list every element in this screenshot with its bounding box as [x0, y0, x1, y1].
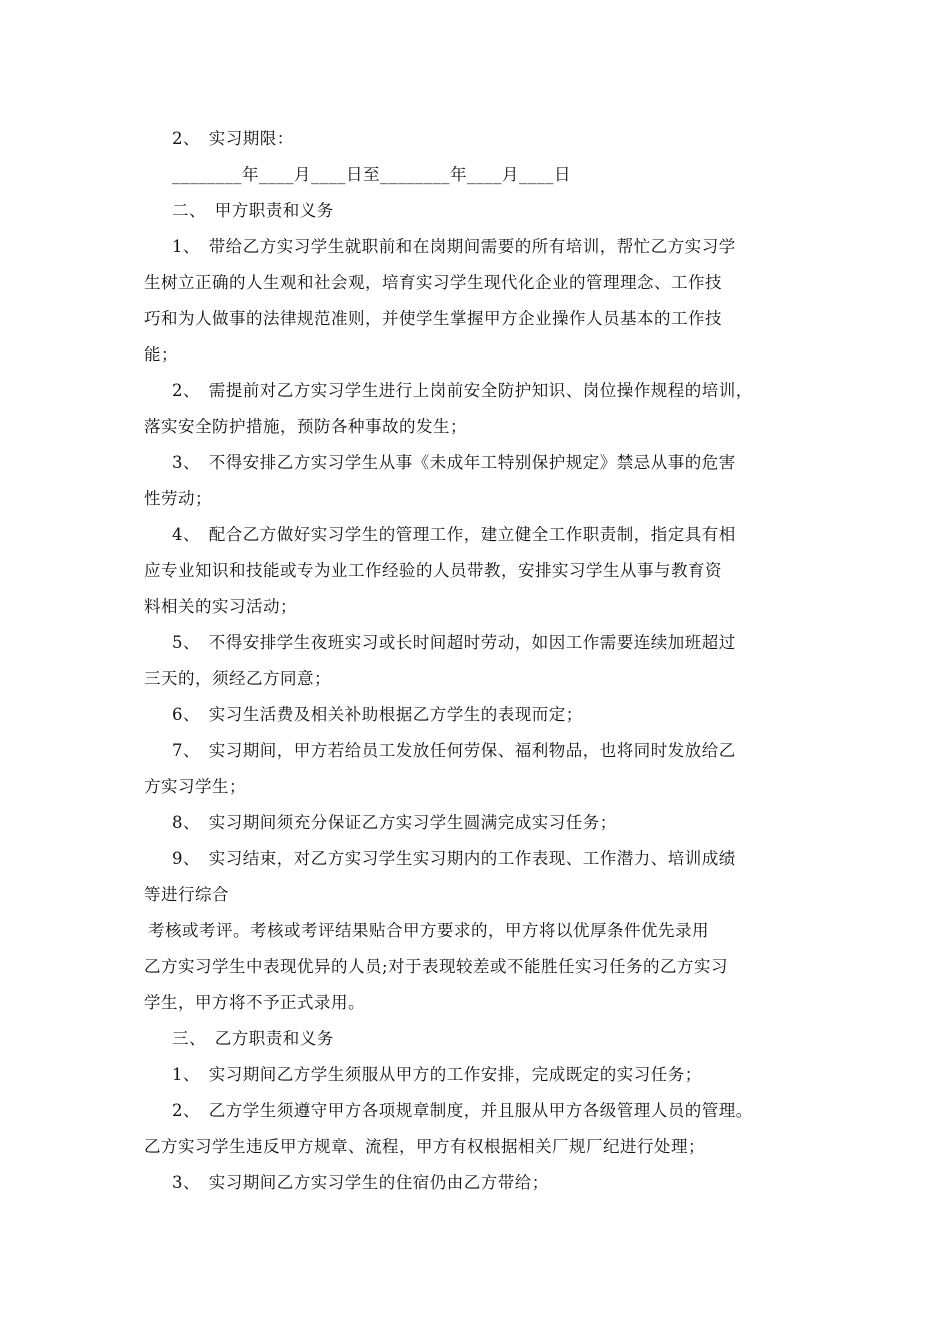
text-line: 2、 乙方学生须遵守甲方各项规章制度，并且服从甲方各级管理人员的管理。	[172, 1101, 753, 1120]
text-line: 2、 实习期限：	[172, 129, 294, 148]
text-line: 能；	[144, 345, 178, 364]
text-line: 乙方实习学生违反甲方规章、流程，甲方有权根据相关厂规厂纪进行处理；	[144, 1137, 705, 1156]
text-line: 料相关的实习活动；	[144, 597, 297, 616]
text-line: 5、 不得安排学生夜班实习或长时间超时劳动，如因工作需要连续加班超过	[172, 633, 736, 652]
text-line: 3、 不得安排乙方实习学生从事《未成年工特别保护规定》禁忌从事的危害	[172, 453, 736, 472]
text-line: 1、 实习期间乙方学生须服从甲方的工作安排，完成既定的实习任务；	[172, 1065, 702, 1084]
text-line: 3、 实习期间乙方实习学生的住宿仍由乙方带给；	[172, 1173, 549, 1192]
text-line: 落实安全防护措施，预防各种事故的发生；	[144, 417, 467, 436]
text-line: 4、 配合乙方做好实习学生的管理工作，建立健全工作职责制，指定具有相	[172, 525, 736, 544]
text-line: 应专业知识和技能或专为业工作经验的人员带教，安排实习学生从事与教育资	[144, 561, 722, 580]
text-line: 二、 甲方职责和义务	[172, 201, 334, 220]
text-line: 生树立正确的人生观和社会观，培育实习学生现代化企业的管理理念、工作技	[144, 273, 722, 292]
document-body	[144, 121, 814, 1201]
text-line: 7、 实习期间，甲方若给员工发放任何劳保、福利物品，也将同时发放给乙	[172, 741, 736, 760]
text-line: 巧和为人做事的法律规范准则，并使学生掌握甲方企业操作人员基本的工作技	[144, 309, 722, 328]
text-line: 三天的，须经乙方同意；	[144, 669, 331, 688]
text-line: 方实习学生；	[144, 777, 246, 796]
text-line: 9、 实习结束，对乙方实习学生实习期内的工作表现、工作潜力、培训成绩	[172, 849, 736, 868]
text-line: 8、 实习期间须充分保证乙方实习学生圆满完成实习任务；	[172, 813, 617, 832]
text-line: 乙方实习学生中表现优异的人员;对于表现较差或不能胜任实习任务的乙方实习	[144, 957, 729, 976]
text-line: 2、 需提前对乙方实习学生进行上岗前安全防护知识、岗位操作规程的培训，	[172, 381, 753, 400]
text-line: 1、 带给乙方实习学生就职前和在岗期间需要的所有培训，帮忙乙方实习学	[172, 237, 736, 256]
text-line: 考核或考评。考核或考评结果贴合甲方要求的，甲方将以优厚条件优先录用	[148, 921, 709, 940]
text-line: 学生，甲方将不予正式录用。	[144, 993, 365, 1012]
text-line: 性劳动；	[144, 489, 212, 508]
text-line: 等进行综合	[144, 885, 229, 904]
text-line: 6、 实习生活费及相关补助根据乙方学生的表现而定；	[172, 705, 583, 724]
text-line: 三、 乙方职责和义务	[172, 1029, 334, 1048]
text-line: ________年____月____日至________年____月____日	[172, 165, 571, 184]
